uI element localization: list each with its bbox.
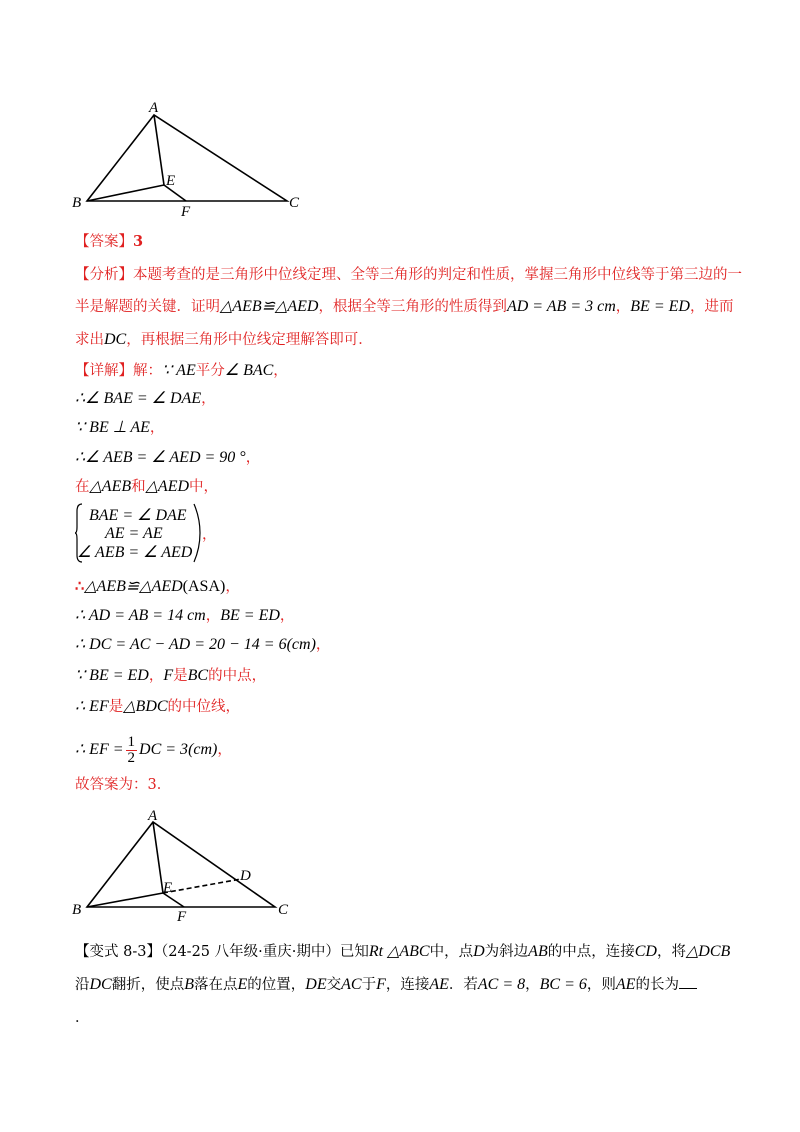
equation-system: BAE = ∠ DAE AE = AE ∠ AEB = ∠ AED ， (75, 503, 205, 565)
system-eq-2: AE = AE (105, 525, 163, 542)
system-eq-3: ∠ AEB = ∠ AED (77, 544, 193, 561)
detail-line-9: ∵ BE = ED，F是BC的中点， (75, 667, 267, 684)
variant-line-1: 【变式 8-3】（24-25 八年级·重庆·期中）已知Rt △ABC中，点D为斜边AB的中点，连接CD，将△DCB (75, 943, 731, 960)
label-f: F (181, 204, 191, 220)
detail-line-10: ∴ EF是△BDC的中位线， (75, 698, 241, 715)
label-f: F (177, 909, 187, 925)
detail-line-11: ∴ EF = $\frac{1}{2}$ DC = 3(cm)， (75, 733, 232, 766)
segment-ae (154, 115, 164, 185)
label-e: E (166, 173, 176, 189)
detail-label: 【详解】 (75, 363, 133, 379)
final-answer-line: 故答案为：3． (75, 777, 172, 793)
label-a: A (149, 100, 159, 116)
right-paren (193, 503, 201, 563)
variant-line-2: 沿DC翻折，使点B落在点E的位置，DE交AC于F，连接AE．若AC = 8，BC = 6，则AE的长为 (75, 974, 697, 995)
detail-line-6: ∴△AEB≌△AED(ASA)， (75, 578, 240, 595)
detail-line-2: ∴∠ BAE = ∠ DAE， (75, 390, 216, 407)
answer-blank[interactable] (679, 974, 697, 989)
label-d: D (240, 868, 251, 884)
variant-label: 【变式 8-3】 (75, 944, 161, 960)
triangle-abc (87, 822, 275, 907)
variant-line-3: ． (75, 1010, 90, 1026)
detail-line-7: ∴ AD = AB = 14 cm，BE = ED， (75, 607, 295, 624)
segment-ae (153, 822, 163, 893)
detail-line-8: ∴ DC = AC − AD = 20 − 14 = 6(cm)， (75, 636, 331, 653)
analysis-line-1: 【分析】本题考查的是三角形中位线定理、全等三角形的判定和性质，掌握三角形中位线等于第三边的一 (75, 267, 742, 283)
triangle-figure-2 (60, 808, 320, 926)
analysis-label: 【分析】 (75, 267, 133, 283)
analysis-line-3: 求出DC，再根据三角形中位线定理解答即可． (75, 331, 373, 348)
segment-be (87, 893, 163, 907)
label-b: B (72, 195, 82, 211)
system-eq-1: BAE = ∠ DAE (89, 507, 187, 524)
label-c: C (289, 195, 300, 211)
label-e: E (163, 880, 173, 896)
fraction-one-half: $\frac{1}{2}$ (127, 733, 136, 766)
answer-line (75, 232, 143, 252)
answer-value: 3 (133, 233, 144, 250)
triangle-figure-1 (60, 95, 320, 225)
label-a: A (148, 808, 158, 824)
label-c: C (278, 902, 289, 918)
detail-line-3: ∵ BE ⊥ AE， (75, 419, 165, 436)
label-b: B (72, 902, 82, 918)
detail-line-1: 【详解】解：∵ AE平分∠ BAC， (75, 362, 288, 379)
segment-ed-dashed (163, 879, 241, 893)
detail-line-5: 在△AEB和△AED中， (75, 478, 219, 495)
analysis-line-2: 半是解题的关键．证明△AEB≌△AED，根据全等三角形的性质得到AD = AB = 3 cm，BE = ED，进而 (75, 298, 734, 315)
triangle-abc (87, 115, 287, 201)
answer-label: 【答案】 (75, 234, 133, 250)
detail-line-4: ∴∠ AEB = ∠ AED = 90 °， (75, 449, 261, 466)
